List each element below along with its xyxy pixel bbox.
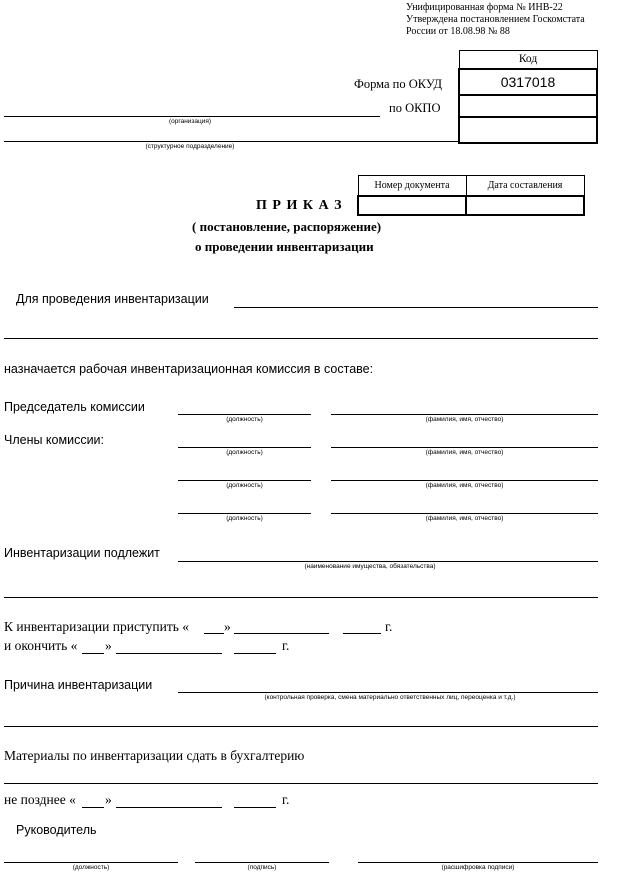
members-label: Члены комиссии:	[4, 433, 105, 447]
member3-position-line[interactable]	[178, 513, 311, 514]
deadline-label: не позднее «	[4, 792, 76, 807]
member3-position-caption: (должность)	[226, 515, 263, 522]
deadline-month-line[interactable]	[116, 807, 222, 808]
deadline-day-line[interactable]	[82, 807, 104, 808]
reason-line[interactable]	[178, 692, 598, 693]
end-year-line[interactable]	[234, 653, 276, 654]
chairman-position-caption: (должность)	[226, 416, 263, 423]
chairman-name-caption: (фамилия, имя, отчество)	[425, 416, 504, 423]
materials-line[interactable]	[4, 783, 598, 784]
organization-caption: (организация)	[168, 118, 212, 125]
document-title: П Р И К А З	[256, 198, 343, 213]
doc-date-header: Дата составления	[466, 176, 584, 196]
end-close-quote: »	[105, 638, 112, 653]
reason-line-2[interactable]	[4, 726, 598, 727]
doc-number-header: Номер документа	[358, 176, 466, 196]
approval-date-line: России от 18.08.98 № 88	[406, 26, 510, 37]
head-signature-caption: (подпись)	[247, 864, 277, 871]
chairman-label: Председатель комиссии	[4, 400, 145, 414]
head-position-caption: (должность)	[72, 864, 110, 871]
subdivision-line[interactable]	[4, 141, 458, 142]
organization-line[interactable]	[4, 116, 380, 117]
member1-position-caption: (должность)	[226, 449, 263, 456]
start-month-line[interactable]	[234, 633, 329, 634]
doc-date-cell[interactable]	[466, 196, 584, 215]
subject-line-2[interactable]	[4, 597, 598, 598]
head-decode-line[interactable]	[358, 862, 598, 863]
member2-name-caption: (фамилия, имя, отчество)	[425, 482, 504, 489]
head-signature-line[interactable]	[195, 862, 329, 863]
start-close-quote: »	[224, 619, 231, 634]
subject-label: Инвентаризации подлежит	[4, 546, 160, 560]
subdivision-code[interactable]	[459, 117, 597, 143]
end-year-suffix: г.	[282, 638, 290, 653]
start-year-suffix: г.	[385, 619, 393, 634]
codes-table	[458, 50, 598, 144]
approval-line: Утверждена постановлением Госкомстата	[406, 14, 585, 25]
member1-position-line[interactable]	[178, 447, 311, 448]
end-label: и окончить «	[4, 638, 78, 653]
purpose-label: Для проведения инвентаризации	[16, 292, 209, 306]
okud-label: Форма по ОКУД	[354, 77, 442, 91]
document-subtitle: ( постановление, распоряжение)	[192, 219, 382, 234]
deadline-close-quote: »	[105, 792, 112, 807]
chairman-position-line[interactable]	[178, 414, 311, 415]
reason-caption: (контрольная проверка, смена материально ответственных лиц, переоценка и т.д.)	[264, 694, 516, 701]
reason-label: Причина инвентаризации	[4, 678, 153, 692]
deadline-year-line[interactable]	[234, 807, 276, 808]
materials-label: Материалы по инвентаризации сдать в бухгалтерию	[4, 748, 305, 763]
subdivision-caption: (структурное подразделение)	[145, 143, 235, 150]
member3-name-caption: (фамилия, имя, отчество)	[425, 515, 504, 522]
subject-line[interactable]	[178, 561, 598, 562]
okud-code[interactable]: 0317018	[459, 69, 597, 95]
end-month-line[interactable]	[116, 653, 222, 654]
head-decode-caption: (расшифровка подписи)	[441, 864, 515, 871]
okpo-code[interactable]	[459, 95, 597, 117]
document-subject: о проведении инвентаризации	[195, 239, 374, 254]
subject-caption: (наименование имущества, обязательства)	[304, 563, 436, 570]
purpose-line[interactable]	[234, 307, 598, 308]
form-code-line: Унифицированная форма № ИНВ-22	[406, 2, 563, 13]
head-position-line[interactable]	[4, 862, 178, 863]
member3-name-line[interactable]	[331, 513, 598, 514]
okpo-label: по ОКПО	[389, 101, 441, 115]
head-label: Руководитель	[16, 823, 97, 837]
start-label: К инвентаризации приступить «	[4, 619, 190, 634]
kod-header: Код	[459, 51, 597, 69]
commission-text: назначается рабочая инвентаризационная комиссия в составе:	[4, 362, 374, 376]
member2-name-line[interactable]	[331, 480, 598, 481]
member1-name-line[interactable]	[331, 447, 598, 448]
chairman-name-line[interactable]	[331, 414, 598, 415]
purpose-line-2[interactable]	[4, 338, 598, 339]
doc-number-cell[interactable]	[358, 196, 466, 215]
start-year-line[interactable]	[343, 633, 381, 634]
start-day-line[interactable]	[204, 633, 224, 634]
member2-position-caption: (должность)	[226, 482, 263, 489]
member1-name-caption: (фамилия, имя, отчество)	[425, 449, 504, 456]
deadline-year-suffix: г.	[282, 792, 290, 807]
doc-number-date-table	[357, 175, 585, 216]
member2-position-line[interactable]	[178, 480, 311, 481]
end-day-line[interactable]	[82, 653, 104, 654]
